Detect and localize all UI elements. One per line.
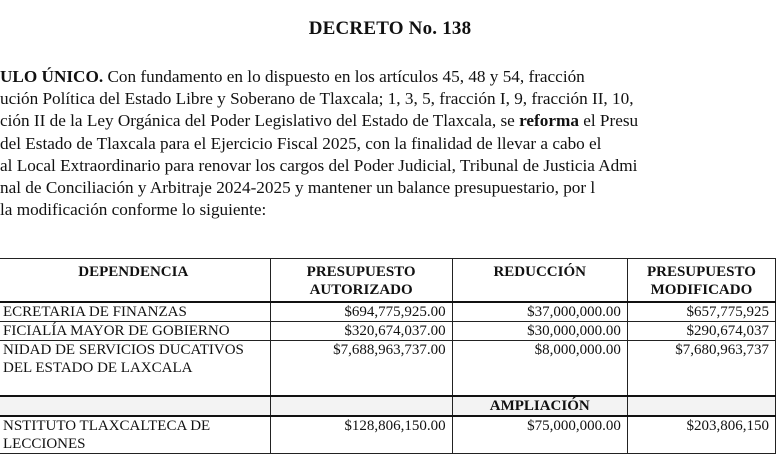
row-modificado: $290,674,037 [627, 322, 775, 341]
header-presupuesto-autorizado: PRESUPUESTO AUTORIZADO [270, 259, 452, 303]
table-row [0, 322, 776, 341]
row-autorizado: $128,806,150.00 [270, 416, 452, 454]
row-dependencia: NIDAD DE SERVICIOS DUCATIVOS DEL ESTADO DE LAXCALA [0, 341, 270, 397]
subheader-empty [270, 396, 452, 416]
paragraph-line-6: nal de Conciliación y Arbitraje 2024-2025 y mantener un balance presupuestario, por l [0, 177, 596, 197]
subheader-empty [0, 396, 270, 416]
table-header-row [0, 259, 776, 303]
paragraph-line-7: la modificación conforme lo siguiente: [0, 200, 267, 220]
header-reduccion: REDUCCIÓN [452, 259, 627, 303]
reforma-bold: reforma [519, 111, 579, 131]
budget-table [0, 258, 776, 454]
paragraph-line-4: del Estado de Tlaxcala para el Ejercicio Fiscal 2025, con la finalidad de llevar a cabo el [0, 133, 602, 153]
header-dependencia: DEPENDENCIA [0, 259, 270, 303]
paragraph-line-1 [0, 66, 780, 88]
row-dependencia: NSTITUTO TLAXCALTECA DE LECCIONES [0, 416, 270, 454]
header-presupuesto-modificado: PRESUPUESTO MODIFICADO [627, 259, 775, 303]
subheader-ampliacion: AMPLIACIÓN [452, 396, 627, 416]
row-reduccion: $75,000,000.00 [452, 416, 627, 454]
row-reduccion: $8,000,000.00 [452, 341, 627, 397]
row-modificado: $203,806,150 [627, 416, 775, 454]
subheader-row [0, 396, 776, 416]
row-modificado: $657,775,925 [627, 302, 775, 322]
paragraph-line-3-start: ción II de la Ley Orgánica del Poder Legislativo del Estado de Tlaxcala, se [0, 111, 520, 131]
paragraph-line-1-text: Con fundamento en lo dispuesto en los artículos 45, 48 y 54, fracción [103, 67, 585, 86]
decree-title: DECRETO No. 138 [308, 18, 472, 39]
table-row [0, 302, 776, 322]
subheader-empty [627, 396, 775, 416]
row-reduccion: $37,000,000.00 [452, 302, 627, 322]
paragraph-line-2: ución Política del Estado Libre y Soberano de Tlaxcala; 1, 3, 5, fracción I, 9, fracción II, 10, [0, 89, 634, 109]
decree-paragraph [0, 66, 780, 221]
paragraph-line-3 [0, 110, 780, 132]
paragraph-line-5: al Local Extraordinario para renovar los cargos del Poder Judicial, Tribunal de Justicia Admi [0, 155, 638, 175]
table-row [0, 341, 776, 397]
row-modificado: $7,680,963,737 [627, 341, 775, 397]
paragraph-line-3-end: el Presu [578, 111, 639, 131]
row-dependencia: FICIALÍA MAYOR DE GOBIERNO [0, 322, 270, 341]
row-reduccion: $30,000,000.00 [452, 322, 627, 341]
article-heading: ULO ÚNICO. [0, 67, 104, 86]
row-autorizado: $320,674,037.00 [270, 322, 452, 341]
row-autorizado: $7,688,963,737.00 [270, 341, 452, 397]
row-autorizado: $694,775,925.00 [270, 302, 452, 322]
row-dependencia: ECRETARIA DE FINANZAS [0, 302, 270, 322]
table-row [0, 416, 776, 454]
